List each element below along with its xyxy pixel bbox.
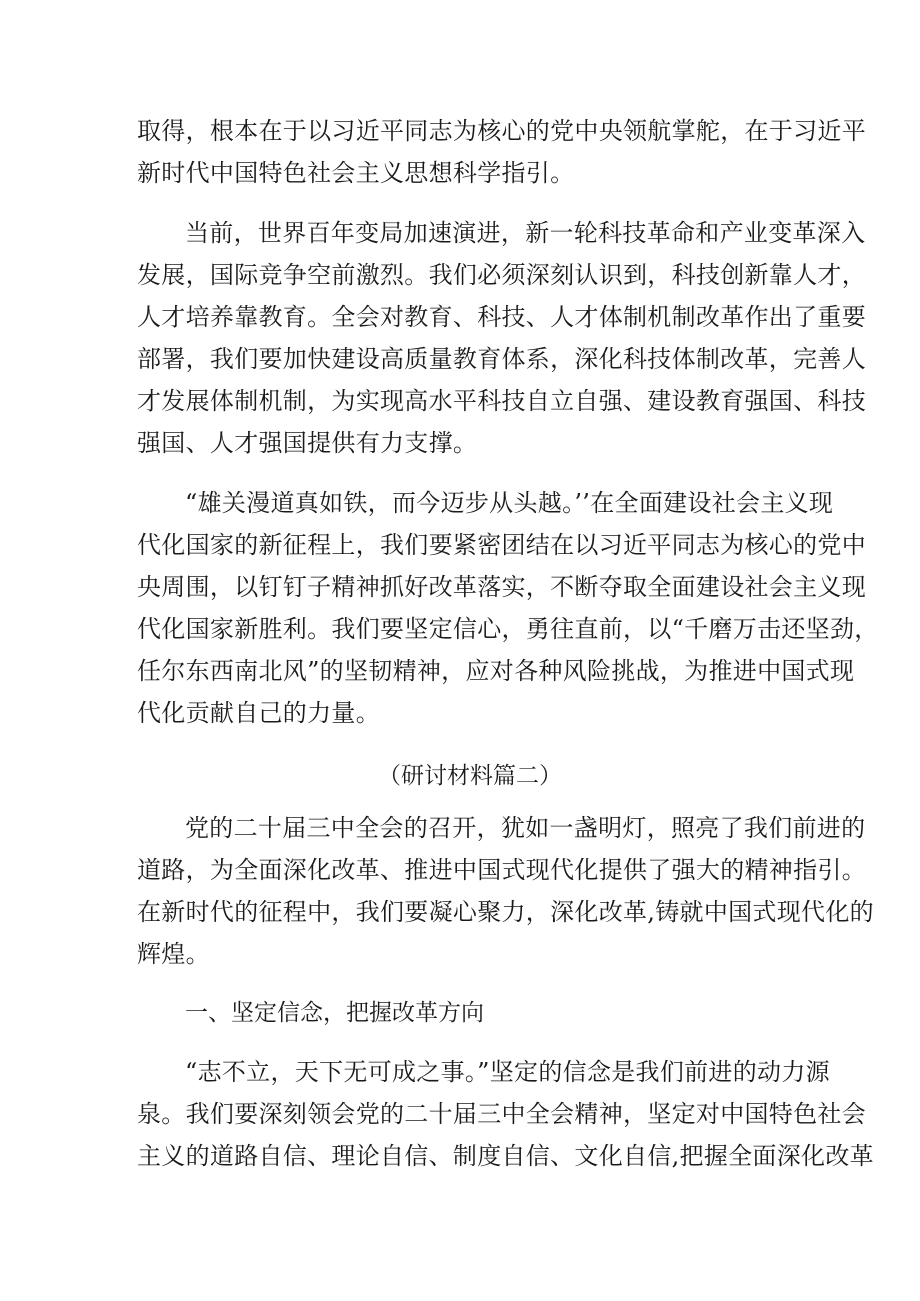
paragraph-2-line-5: 才发展体制机制，为实现高水平科技自立自强、建设教育强国、科技	[137, 387, 866, 415]
paragraph-3-line-4: 代化国家新胜利。我们要坚定信心，勇往直前，以“千磨万击还坚劲，	[137, 615, 879, 643]
paragraph-2-line-2: 发展，国际竞争空前激烈。我们必须深刻认识到，科技创新靠人才，	[137, 261, 866, 289]
section-title: （研讨材料篇二）	[378, 763, 562, 789]
paragraph-2-line-6: 强国、人才强国提供有力支撑。	[137, 429, 478, 457]
paragraph-3-line-5: 任尔东西南北风”的坚韧精神，应对各种风险挑战，为推进中国式现	[137, 657, 855, 685]
paragraph-3-line-3: 央周围，以钉钉子精神抓好改革落实，不断夺取全面建设社会主义现	[137, 573, 866, 601]
paragraph-1-line-2: 新时代中国特色社会主义思想科学指引。	[137, 159, 575, 187]
subheading-1: 一、坚定信念，把握改革方向	[185, 1000, 484, 1026]
paragraph-2-line-1: 当前，世界百年变局加速演进，新一轮科技革命和产业变革深入	[185, 219, 866, 247]
paragraph-5-line-1: “志不立，天下无可成之事。”坚定的信念是我们前进的动力源	[185, 1058, 830, 1086]
paragraph-3-line-1: “雄关漫道真如铁，而今迈步从头越。’’在全面建设社会主义现	[185, 489, 834, 517]
paragraph-3-line-6: 代化贡献自己的力量。	[137, 699, 380, 727]
paragraph-4-line-2: 道路，为全面深化改革、推进中国式现代化提供了强大的精神指引。	[137, 856, 866, 884]
paragraph-2-line-4: 部署，我们要加快建设高质量教育体系，深化科技体制改革，完善人	[137, 345, 866, 373]
paragraph-5-line-3: 主义的道路自信、理论自信、制度自信、文化自信,把握全面深化改革	[137, 1142, 874, 1170]
paragraph-1-line-1: 取得，根本在于以习近平同志为核心的党中央领航掌舵，在于习近平	[137, 117, 866, 145]
paragraph-4-line-3: 在新时代的征程中，我们要凝心聚力，深化改革,铸就中国式现代化的	[137, 898, 874, 926]
paragraph-4-line-1: 党的二十届三中全会的召开，犹如一盏明灯，照亮了我们前进的	[185, 814, 866, 842]
paragraph-5-line-2: 泉。我们要深刻领会党的二十届三中全会精神，坚定对中国特色社会	[137, 1100, 866, 1128]
paragraph-2-line-3: 人才培养靠教育。全会对教育、科技、人才体制机制改革作出了重要	[137, 303, 866, 331]
paragraph-3-line-2: 代化国家的新征程上，我们要紧密团结在以习近平同志为核心的党中	[137, 531, 866, 559]
paragraph-4-line-4: 辉煌。	[137, 940, 210, 968]
